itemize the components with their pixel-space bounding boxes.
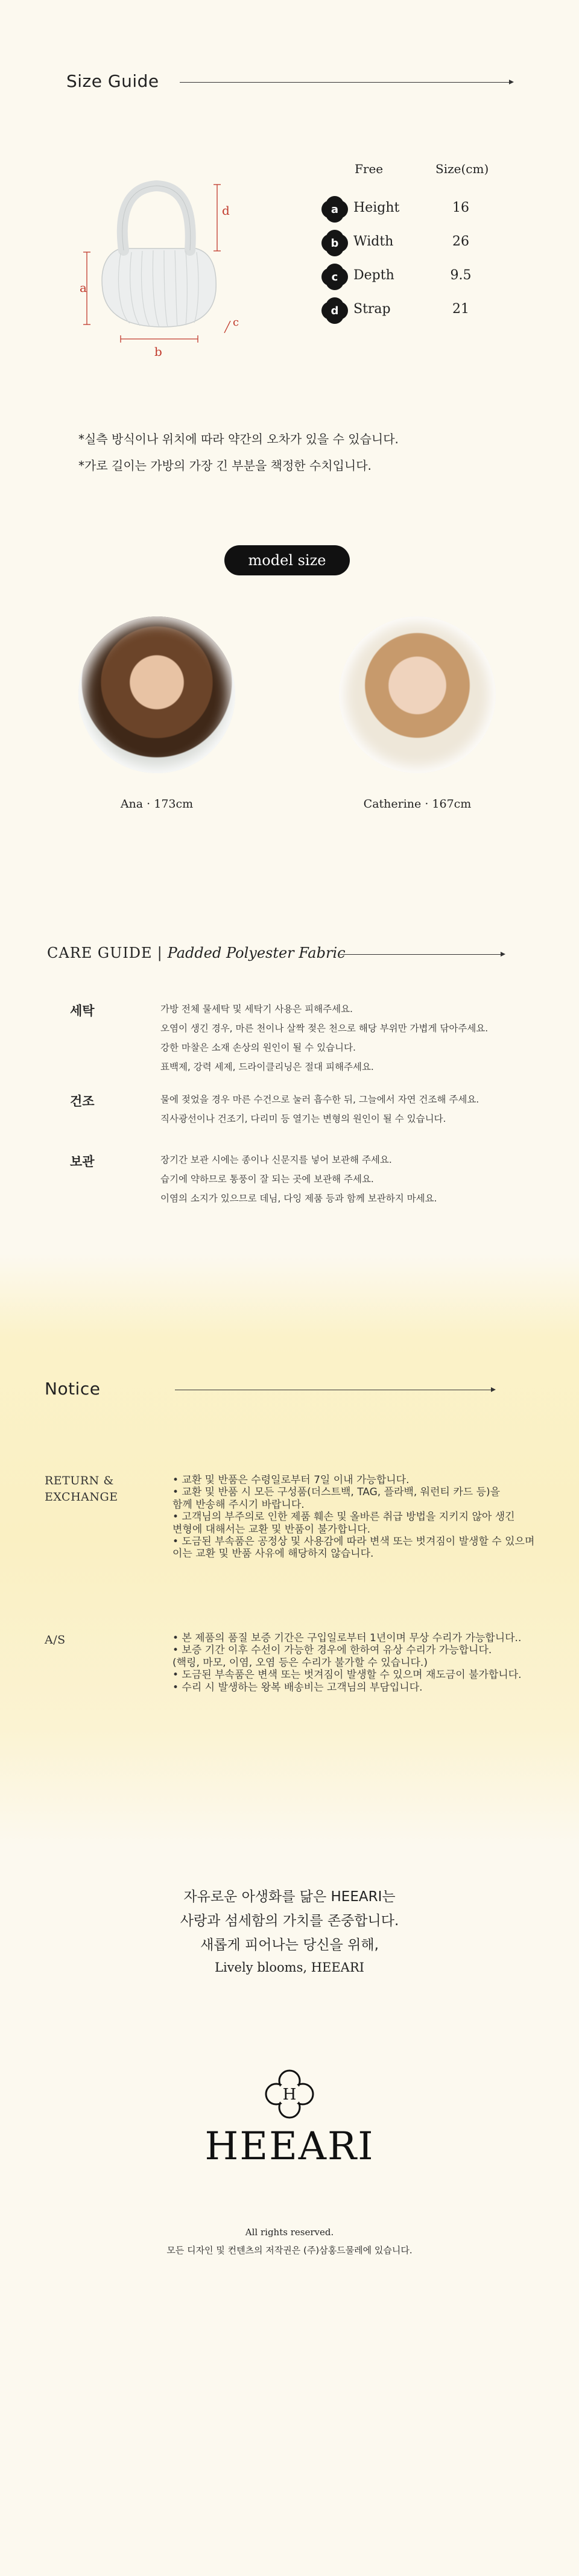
care-line: 장기간 보관 시에는 종이나 신문지를 넣어 보관해 주세요. xyxy=(160,1154,392,1165)
notice-line: • 도금된 부속품은 공정상 및 사용감에 따라 변색 또는 벗겨짐이 발생할 수 있으며 xyxy=(172,1535,535,1548)
care-guide-heading xyxy=(47,945,346,961)
care-line: 가방 전체 물세탁 및 세탁기 사용은 피해주세요. xyxy=(160,1004,353,1014)
care-label-dry: 건조 xyxy=(70,1094,95,1109)
badge-b-icon: b xyxy=(324,233,345,253)
notice-line: • 교환 및 반품은 수령일로부터 7일 이내 가능합니다. xyxy=(172,1474,410,1486)
size-guide-title: Size Guide xyxy=(66,71,159,91)
notice-title: Notice xyxy=(45,1379,101,1399)
size-row-label: Width xyxy=(353,234,394,249)
model-portrait-ana xyxy=(78,616,235,773)
notice-as-text xyxy=(172,1632,522,1694)
care-line: 물에 젖었을 경우 마른 수건으로 눌러 흡수한 뒤, 그늘에서 자연 건조해 주세요. xyxy=(160,1094,479,1105)
model-size-badge: model size xyxy=(224,545,350,575)
bag-size-diagram xyxy=(66,163,265,362)
care-line: 오염이 생긴 경우, 마른 천이나 살짝 젖은 천으로 해당 부위만 가볍게 닦아주세요. xyxy=(160,1023,489,1034)
care-line: 표백제, 강력 세제, 드라이클리닝은 절대 피해주세요. xyxy=(160,1062,374,1072)
notice-line: • 도금된 부속품은 변색 또는 벗겨짐이 발생할 수 있으며 재도금이 불가합니다. xyxy=(172,1669,522,1682)
notice-label-line: EXCHANGE xyxy=(45,1490,118,1504)
notice-label-return-exchange xyxy=(45,1473,118,1505)
care-line: 습기에 약하므로 통풍이 잘 되는 곳에 보관해 주세요. xyxy=(160,1174,374,1185)
heeari-flower-logo-icon xyxy=(263,2068,316,2121)
notice-label-line: RETURN & xyxy=(45,1474,114,1487)
size-row-value: 21 xyxy=(452,302,469,317)
size-row-label: Strap xyxy=(353,302,391,317)
size-row-label: Depth xyxy=(353,268,394,283)
care-guide-title: CARE GUIDE xyxy=(47,945,153,961)
model-caption-ana: Ana · 173cm xyxy=(120,797,194,811)
brand-tagline: 새롭게 피어나는 당신을 위해, xyxy=(200,1937,379,1953)
footer-copyright: 모든 디자인 및 컨텐츠의 저작권은 (주)삼홍드물레에 있습니다. xyxy=(166,2245,413,2256)
care-label-storage: 보관 xyxy=(70,1154,95,1169)
notice-return-exchange-text xyxy=(172,1474,534,1560)
brand-tagline: 사랑과 섬세함의 가치를 존중합니다. xyxy=(180,1913,399,1929)
model-caption-catherine: Catherine · 167cm xyxy=(363,797,472,811)
size-row-value: 9.5 xyxy=(450,268,472,283)
brand-tagline: 자유로운 아생화를 닮은 HEEARI는 xyxy=(183,1889,396,1905)
badge-a-icon: a xyxy=(324,199,345,220)
notice-line: • 고객님의 부주의로 인한 제품 훼손 및 올바른 취급 방법을 지키지 않아 생긴 xyxy=(172,1511,515,1524)
size-table-header-size: Size(cm) xyxy=(435,162,489,176)
notice-line: • 본 제품의 품질 보증 기간은 구입일로부터 1년이며 무상 수리가 가능합니다.. xyxy=(172,1632,522,1644)
notice-line: (핵링, 마모, 이염, 오염 등은 수리가 불가할 수 있습니다.) xyxy=(172,1656,428,1669)
diagram-label-a: a xyxy=(80,280,87,295)
size-row-label: Height xyxy=(353,200,400,215)
notice-line: • 보증 기간 이후 수선이 가능한 경우에 한하여 유상 수리가 가능합니다. xyxy=(172,1644,492,1657)
badge-d-icon: d xyxy=(324,300,345,321)
diagram-label-c: c xyxy=(233,316,239,329)
care-guide-separator: | xyxy=(157,945,163,961)
size-row-value: 16 xyxy=(452,200,469,215)
notice-label-line: A/S xyxy=(45,1633,66,1647)
badge-c-icon: c xyxy=(324,267,345,287)
size-table-header-free: Free xyxy=(355,162,384,176)
diagram-label-b: b xyxy=(154,344,162,359)
diagram-label-d: d xyxy=(222,203,230,218)
notice-line: • 수리 시 발생하는 왕복 배송비는 고객님의 부담입니다. xyxy=(172,1681,423,1694)
size-row-value: 26 xyxy=(452,234,469,249)
care-label-wash: 세탁 xyxy=(70,1004,95,1018)
size-guide-divider xyxy=(180,82,513,83)
notice-line: 변형에 대해서는 교환 및 반품이 불가합니다. xyxy=(172,1523,371,1536)
notice-label-as xyxy=(45,1632,66,1648)
size-note: *실측 방식이나 위치에 따라 약간의 오차가 있을 수 있습니다. xyxy=(78,432,399,446)
care-line: 직사광선이나 건조기, 다리미 등 열기는 변형의 원인이 될 수 있습니다. xyxy=(160,1113,446,1124)
care-guide-subtitle: Padded Polyester Fabric xyxy=(167,945,346,961)
brand-tagline-english: Lively blooms, HEEARI xyxy=(215,1960,364,1975)
footer-rights: All rights reserved. xyxy=(245,2227,334,2238)
care-line: 강한 마찰은 소재 손상의 원인이 될 수 있습니다. xyxy=(160,1042,356,1053)
notice-line: 이는 교환 및 반품 사유에 해당하지 않습니다. xyxy=(172,1548,374,1560)
care-guide-divider xyxy=(340,954,504,955)
care-line: 이염의 소지가 있으므로 데님, 다잉 제품 등과 함께 보관하지 마세요. xyxy=(160,1193,437,1204)
notice-line: • 교환 및 반품 시 모든 구성품(더스트백, TAG, 플라백, 워런티 카드 등)을 xyxy=(172,1486,501,1499)
heeari-wordmark: HEEARI xyxy=(204,2124,375,2169)
size-note: *가로 길이는 가방의 가장 긴 부분을 책정한 수치입니다. xyxy=(78,458,372,473)
notice-line: 함께 반송해 주시기 바랍니다. xyxy=(172,1498,305,1511)
model-portrait-catherine xyxy=(339,616,496,773)
logo-letter: H xyxy=(282,2086,297,2104)
